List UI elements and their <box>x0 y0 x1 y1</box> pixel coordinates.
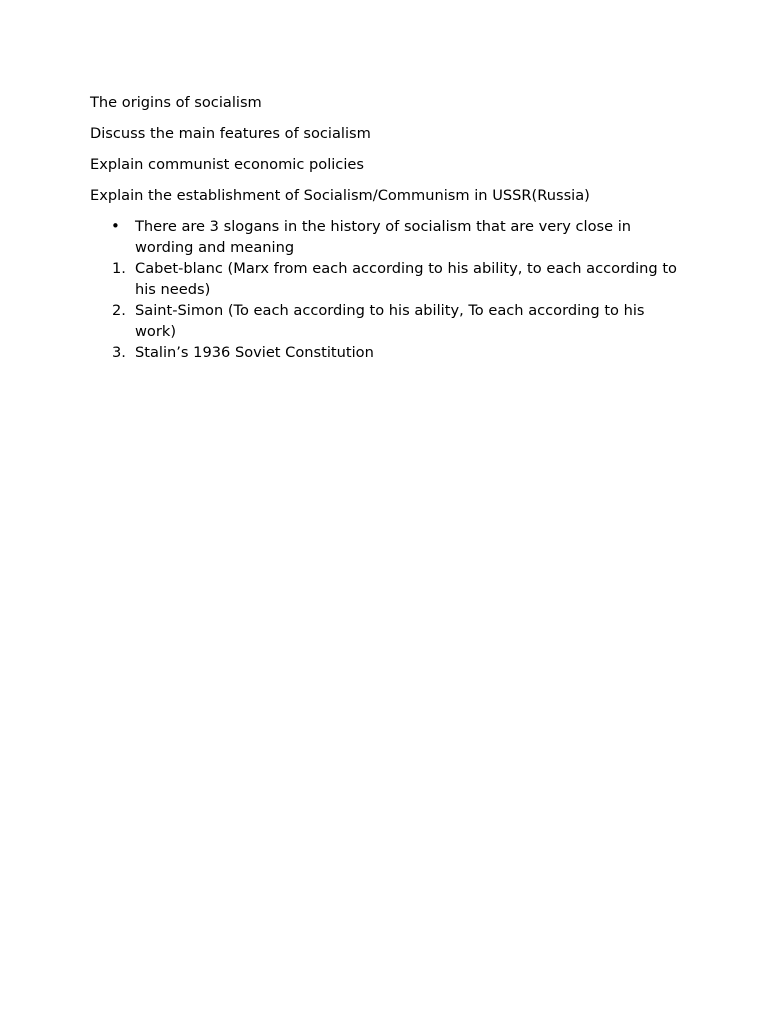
paragraph-establishment: Explain the establishment of Socialism/Communism in USSR(Russia) <box>90 187 590 204</box>
document-body <box>90 92 690 363</box>
list-item-text: Cabet-blanc (Marx from each according to his ability, to each according to his needs) <box>135 260 677 298</box>
list-item-saint-simon <box>90 300 690 342</box>
list-item-text: There are 3 slogans in the history of socialism that are very close in wording and meaning <box>135 218 632 256</box>
number-marker: 3. <box>112 344 126 361</box>
number-marker: 1. <box>112 260 126 277</box>
slogans-list <box>90 216 690 363</box>
list-item-text: Stalin’s 1936 Soviet Constitution <box>135 344 374 361</box>
paragraph-main-features: Discuss the main features of socialism <box>90 125 371 142</box>
paragraph-economic-policies: Explain communist economic policies <box>90 156 364 173</box>
bullet-marker: • <box>111 217 120 235</box>
number-marker: 2. <box>112 302 126 319</box>
list-item-cabet-blanc <box>90 258 690 300</box>
list-item-stalin <box>90 342 690 363</box>
list-item-intro <box>90 216 690 258</box>
paragraph-origins: The origins of socialism <box>90 94 262 111</box>
list-item-text: Saint-Simon (To each according to his ability, To each according to his work) <box>135 302 645 340</box>
